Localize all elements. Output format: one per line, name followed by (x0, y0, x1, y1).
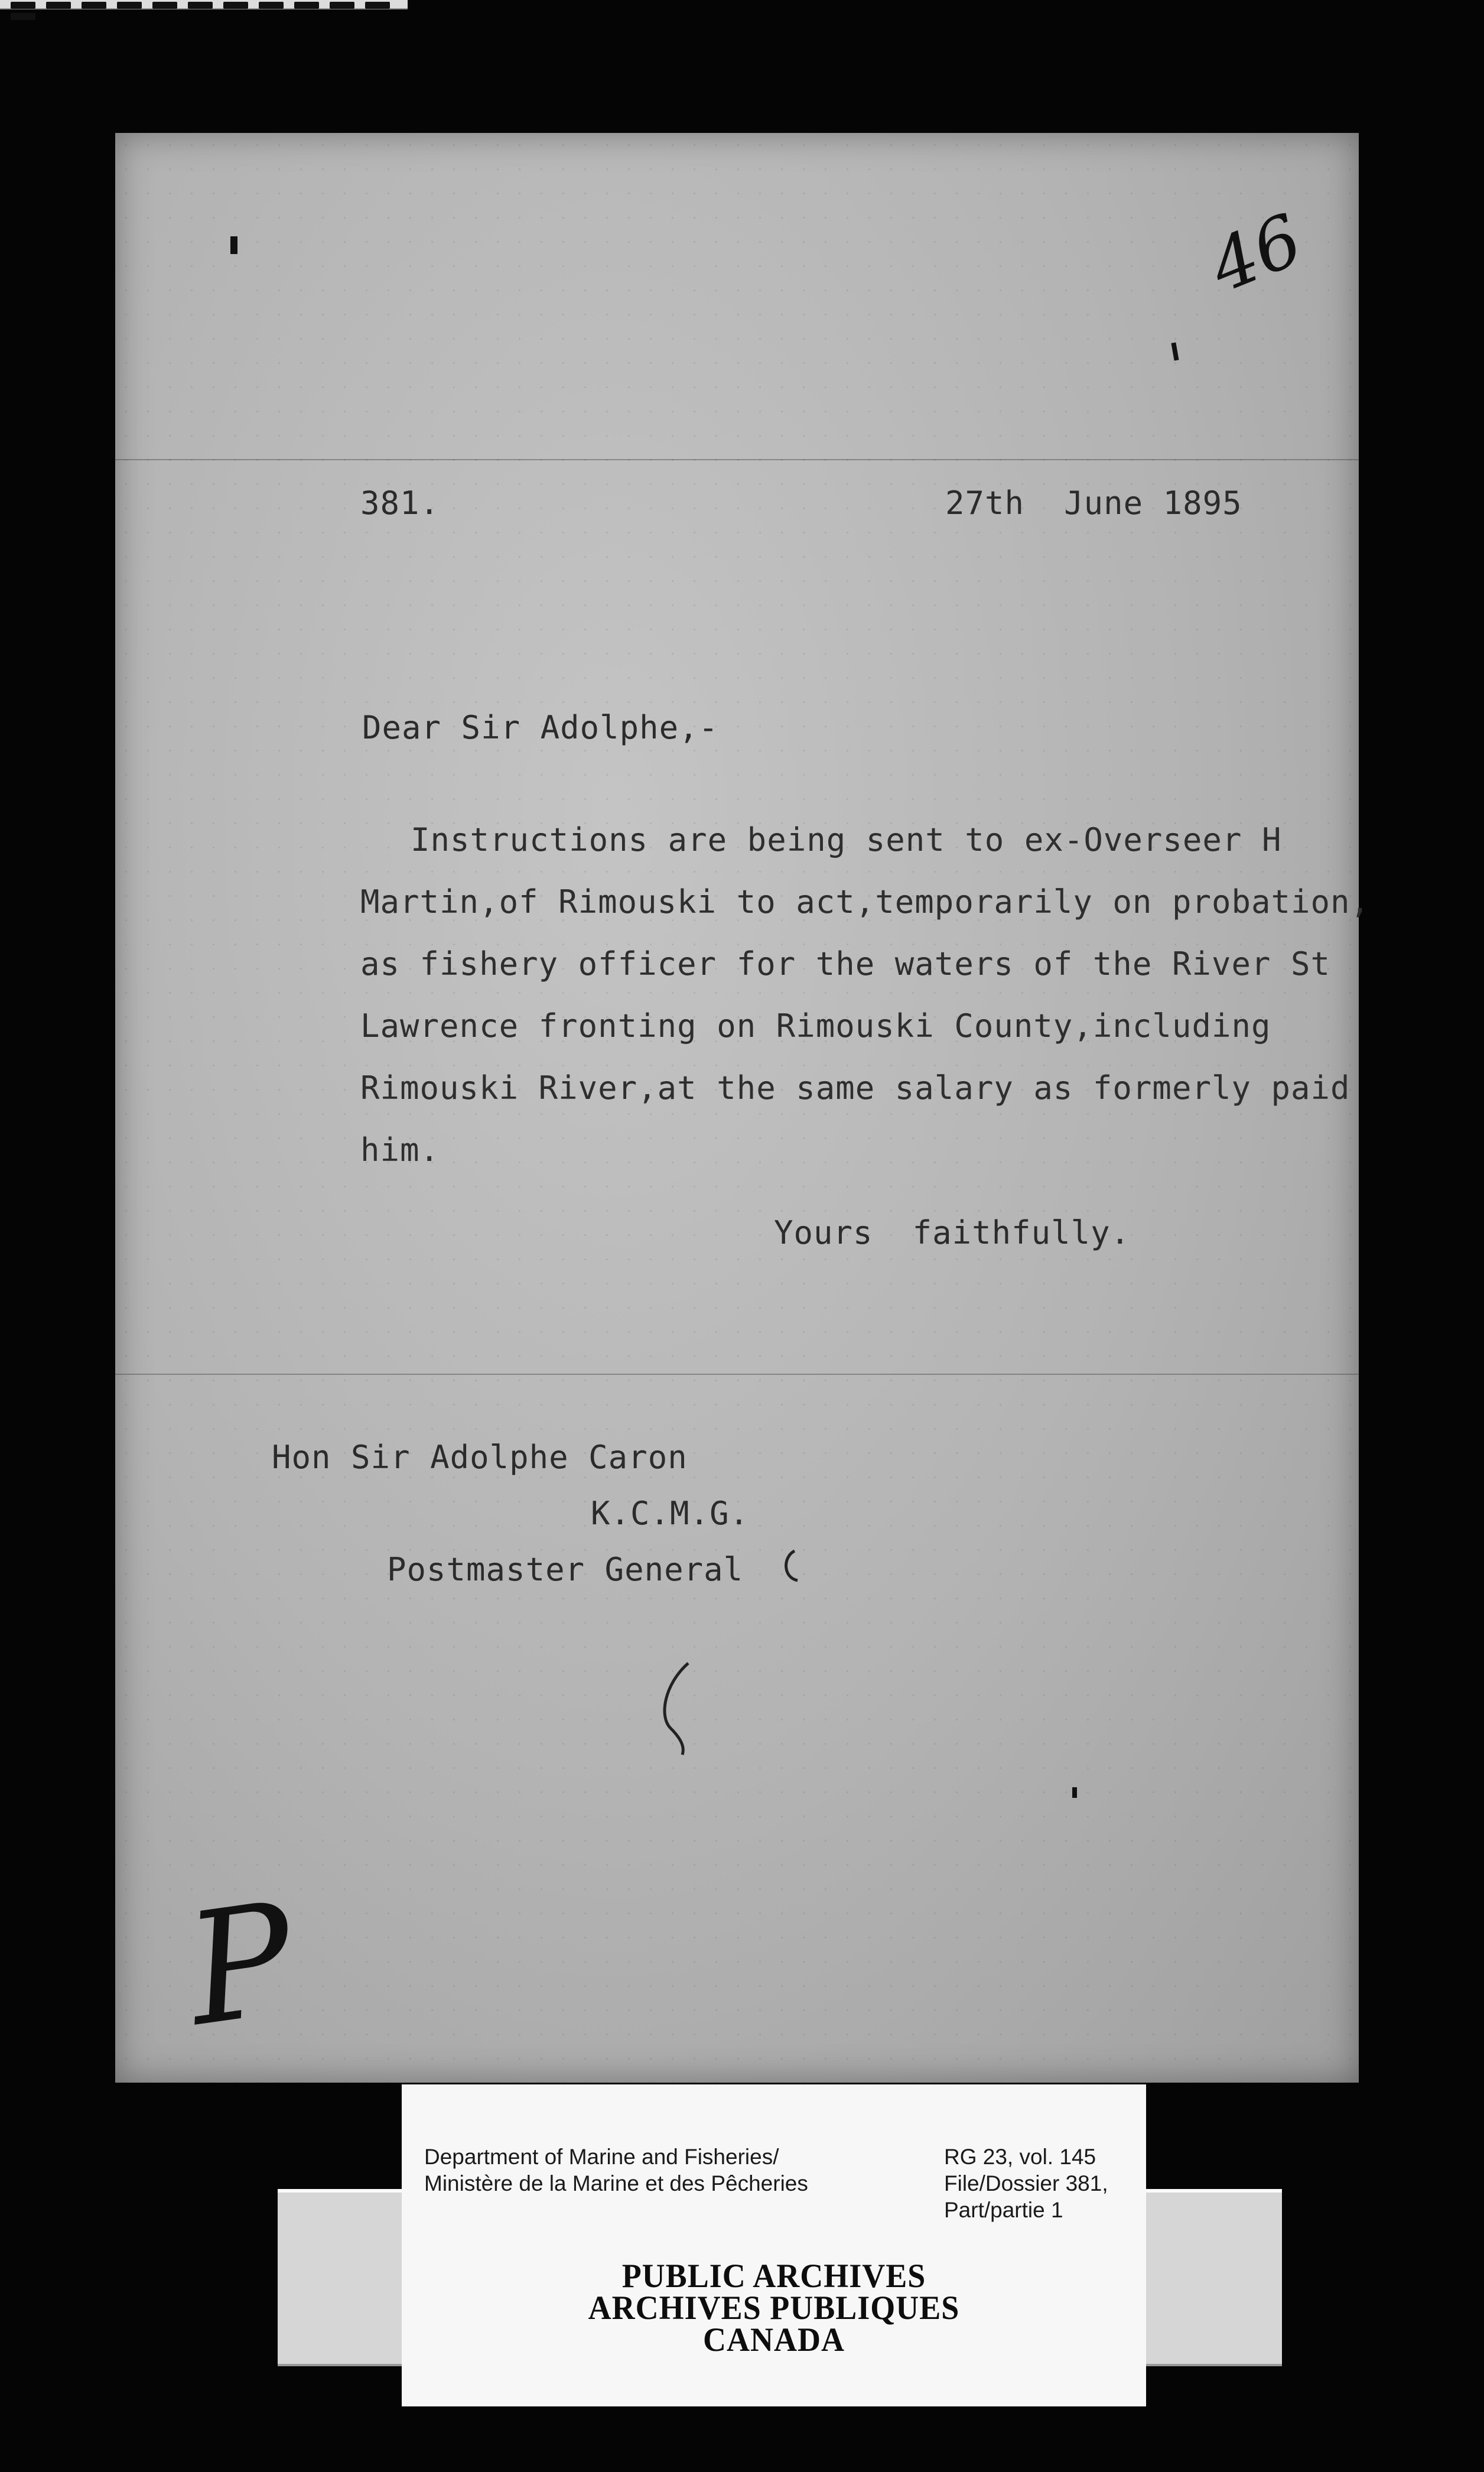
addressee-title: Postmaster General (387, 1551, 744, 1588)
department-english: Department of Marine and Fisheries/ (424, 2145, 779, 2169)
stamp-line: PUBLIC ARCHIVES (621, 2257, 926, 2295)
ink-mark (230, 236, 237, 254)
stamp-line: CANADA (703, 2321, 845, 2359)
handwritten-initial: P (177, 1869, 305, 2061)
stamp-line: ARCHIVES PUBLIQUES (588, 2289, 960, 2327)
letter-page (115, 133, 1371, 2083)
file-number: 381. (360, 484, 440, 522)
addressee-name: Hon Sir Adolphe Caron (272, 1439, 688, 1476)
body-line: Rimouski River,at the same salary as formerly paid (360, 1069, 1350, 1107)
file-dossier: File/Dossier 381, (944, 2171, 1108, 2195)
body-line: as fishery officer for the waters of the River St (360, 945, 1331, 983)
handwritten-number: 46 (1199, 199, 1314, 309)
letter-date: 27th June 1895 (945, 484, 1242, 522)
handwritten-flourish (623, 1545, 824, 1793)
record-group: RG 23, vol. 145 (944, 2145, 1096, 2169)
reference-block (944, 2144, 1139, 2223)
addressee-honours: K.C.M.G. (591, 1495, 750, 1532)
body-line: him. (360, 1131, 440, 1169)
closing: Yours faithfully. (774, 1214, 1131, 1251)
fold-line (115, 459, 1359, 460)
department-block (424, 2144, 891, 2197)
body-line: Instructions are being sent to ex-Overseer H (411, 821, 1282, 858)
file-part: Part/partie 1 (944, 2198, 1063, 2222)
archives-stamp (402, 2257, 1146, 2359)
ink-mark (1171, 343, 1179, 361)
fold-line (115, 1374, 1359, 1375)
ink-mark (1072, 1787, 1077, 1798)
salutation: Dear Sir Adolphe,- (362, 709, 719, 746)
body-line: Lawrence fronting on Rimouski County,including (360, 1007, 1271, 1045)
film-edge-strip (0, 0, 408, 9)
body-line: Martin,of Rimouski to act,temporarily on probation, (360, 883, 1371, 921)
department-french: Ministère de la Marine et des Pêcheries (424, 2171, 808, 2195)
